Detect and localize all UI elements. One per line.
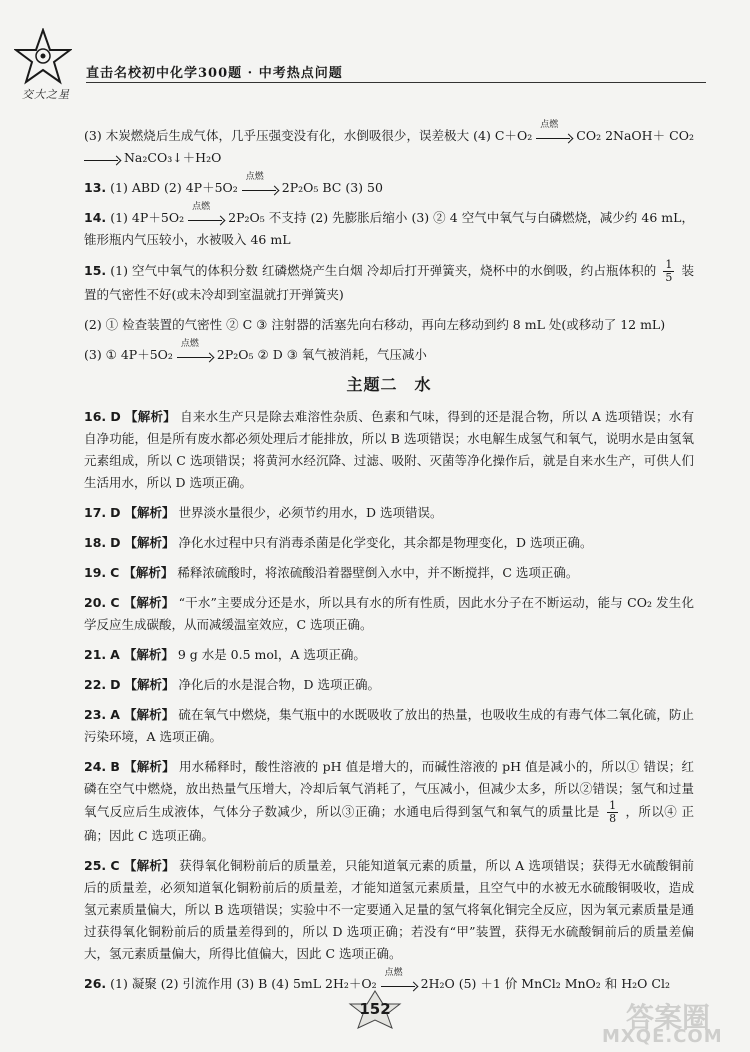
reaction-condition: 点燃 [180, 338, 199, 349]
page-number [340, 990, 410, 1030]
text-segment: (3) 木炭燃烧后生成气体，几乎压强变没有化，水倒吸很少，误差极大 (4) C＋O₂ [84, 128, 533, 143]
page-header [0, 0, 750, 110]
answer-letter: A [110, 707, 120, 722]
answer-25 [84, 855, 694, 965]
analysis-text: “干水”主要成分还是水，所以具有水的所有性质，因此水分子在不断运动，能与 CO₂ 发生化学反应生成碳酸，从而减缓温室效应，C 选项正确。 [84, 595, 694, 632]
header-divider [86, 82, 706, 83]
star-logo-icon [14, 28, 72, 86]
analysis-tag: 【解析】 [124, 535, 175, 550]
fraction [607, 800, 618, 825]
reaction-condition: 点燃 [384, 967, 403, 978]
reaction-condition: 点燃 [245, 171, 264, 182]
fraction [663, 259, 674, 284]
answer-letter: D [110, 409, 121, 424]
answer-letter: B [110, 759, 120, 774]
list-item [84, 562, 694, 584]
text-segment: (1) ABD (2) 4P＋5O₂ [110, 180, 238, 195]
question-number: 19. [84, 565, 107, 580]
text-segment: (1) 凝聚 (2) 引流作用 (3) B (4) 5mL 2H₂＋O₂ [110, 976, 377, 991]
question-number: 24. [84, 759, 107, 774]
question-number: 22. [84, 677, 107, 692]
text-segment: 2P₂O₅ BC (3) 50 [281, 180, 383, 195]
question-number: 14. [84, 210, 107, 225]
list-item [84, 502, 694, 524]
question-number: 15. [84, 263, 107, 278]
answer-letter: D [110, 505, 121, 520]
reaction-condition: 点燃 [540, 119, 559, 130]
answer-14 [84, 201, 694, 251]
content [84, 119, 694, 1003]
analysis-tag: 【解析】 [124, 677, 175, 692]
list-item [84, 644, 694, 666]
fraction-numerator: 1 [665, 258, 673, 271]
text-segment: (2) ① 检查装置的气密性 ② C ③ 注射器的活塞先向右移动，再向左移动到约 8 mL 处(或移动了 12 mL) [84, 317, 666, 332]
question-number: 13. [84, 180, 107, 195]
answer-letter: A [110, 647, 120, 662]
analysis-text: 净化后的水是混合物，D 选项正确。 [178, 677, 381, 692]
text-segment: CO₂ 2NaOH＋ [576, 128, 666, 143]
text-segment: 装置的气密性不好(或未冷却到室温就打开弹簧夹) [84, 263, 694, 302]
text-segment: (1) 4P＋5O₂ [110, 210, 185, 225]
section-title: 主题二 水 [346, 375, 432, 394]
text-segment: 2P₂O₅ ② D ③ 氧气被消耗，气压减小 [216, 347, 427, 362]
answer-letter: D [110, 535, 121, 550]
text-segment: 2H₂O (5) ＋1 价 MnCl₂ MnO₂ 和 H₂O Cl₂ [420, 976, 670, 991]
list-item [84, 592, 694, 636]
analysis-tag: 【解析】 [123, 647, 174, 662]
list-item [84, 674, 694, 696]
text-segment: (3) ① 4P＋5O₂ [84, 347, 173, 362]
list-item [84, 704, 694, 748]
question-number: 17. [84, 505, 107, 520]
analysis-text: 自来水生产只是除去难溶性杂质、色素和气味，得到的还是混合物，所以 A 选项错误；水有自净功能，但是所有废水都必须处理后才能排放，所以 B 选项错误；水电解生成氢气和氧气，说明水是由氢氧元素组成，所以 C 选项错误；将黄河水经沉降、过滤、吸附、灭菌等净化操作后，就是自来水生产，可供人们生活用水，所以 D 选项正确。 [84, 409, 694, 490]
header-title: 直击名校初中化学300题 · 中考热点问题 [86, 66, 343, 81]
fraction-denominator: 5 [665, 271, 673, 284]
watermark-text: 答案圈 [626, 1001, 711, 1034]
analysis-tag: 【解析】 [124, 505, 175, 520]
text-segment: 2P₂O₅ 不支持 (2) 先膨胀后缩小 (3) ② 4 空气中氧气与白磷燃烧，减少约 46 mL，锥形瓶内气压较小，水被吸入 46 mL [84, 210, 694, 247]
analysis-tag: 【解析】 [123, 565, 174, 580]
question-number: 16. [84, 409, 107, 424]
question-number: 23. [84, 707, 107, 722]
analysis-tag: 【解析】 [123, 707, 175, 722]
text-segment: CO₂ [669, 128, 694, 143]
list-item [84, 532, 694, 554]
answer-letter: C [110, 858, 120, 873]
answer-letter: C [110, 565, 120, 580]
answer-list [84, 406, 694, 748]
analysis-text: 用水稀释时，酸性溶液的 pH 值是增大的，而碱性溶液的 pH 值是减小的，所以① 错误；红磷在空气中燃烧，放出热量气压增大，冷却后氧气消耗了，气压减小，但减少太多，所以②错误；氢气和过量氧气反应后生成液体，气体分子数减少，所以③正确；水通电后得到氢气和氧气的质量比是 [84, 759, 694, 819]
analysis-tag: 【解析】 [124, 759, 175, 774]
reaction-arrow-icon [536, 119, 572, 144]
reaction-arrow-icon [188, 201, 224, 226]
analysis-tag: 【解析】 [123, 595, 175, 610]
fraction-numerator: 1 [609, 799, 617, 812]
reaction-condition: 点燃 [192, 201, 211, 212]
answer-15-part3 [84, 338, 694, 366]
watermark-url: MXQE.COM [602, 1026, 723, 1047]
analysis-text: 世界淡水量很少，必须节约用水，D 选项错误。 [178, 505, 443, 520]
answer-letter: C [110, 595, 120, 610]
reaction-arrow-icon [177, 338, 213, 363]
question-number: 25. [84, 858, 107, 873]
text-segment: (1) 空气中氧气的体积分数 红磷燃烧产生白烟 冷却后打开弹簧夹，烧杯中的水倒吸，约占瓶体积的 [110, 263, 657, 278]
analysis-text: 获得氧化铜粉前后的质量差，只能知道氧元素的质量，所以 A 选项错误；获得无水硫酸铜前后的质量差，必须知道氧化铜粉前后的质量差，才能知道氢元素质量，且空气中的水被无水硫酸铜吸收，造成氢元素质量偏大，所以 B 选项错误；实验中不一定要通入足量的氢气将氧化铜完全反应，因为氧元素质量是通过获得氧化铜粉前后的质量差得到的，所以 D 选项正确；若没有“甲”装置，获得无水硫酸铜前后的质量差偏大，氢元素质量偏大，所得比值偏大，因此 C 选项正确。 [84, 858, 694, 961]
answer-24 [84, 756, 694, 847]
reaction-arrow-icon [242, 171, 278, 196]
answer-12-part3 [84, 119, 694, 169]
question-number: 26. [84, 976, 107, 991]
analysis-text: 9 g 水是 0.5 mol，A 选项正确。 [177, 647, 366, 662]
analysis-tag: 【解析】 [123, 858, 175, 873]
answer-13 [84, 171, 694, 199]
answer-letter: D [110, 677, 121, 692]
answer-15-part2 [84, 314, 694, 336]
analysis-text: 稀释浓硫酸时，将浓硫酸沿着器壁倒入水中，并不断搅拌，C 选项正确。 [177, 565, 579, 580]
page-number-text: 152 [359, 1000, 391, 1018]
list-item [84, 406, 694, 494]
brand-text: 交大之星 [22, 88, 70, 101]
question-number: 21. [84, 647, 107, 662]
question-number: 18. [84, 535, 107, 550]
answer-15 [84, 259, 694, 306]
analysis-tag: 【解析】 [124, 409, 176, 424]
text-segment: Na₂CO₃↓＋H₂O [123, 150, 222, 165]
watermark [596, 996, 746, 1048]
analysis-text: ，所以④ 正确；因此 C 选项正确。 [84, 804, 694, 843]
analysis-text: 硫在氧气中燃烧，集气瓶中的水既吸收了放出的热量，也吸收生成的有毒气体二氧化硫，防止污染环境，A 选项正确。 [84, 707, 694, 744]
fraction-denominator: 8 [609, 812, 617, 825]
reaction-arrow-icon [84, 152, 120, 166]
analysis-text: 净化水过程中只有消毒杀菌是化学变化，其余都是物理变化，D 选项正确。 [178, 535, 593, 550]
question-number: 20. [84, 595, 107, 610]
